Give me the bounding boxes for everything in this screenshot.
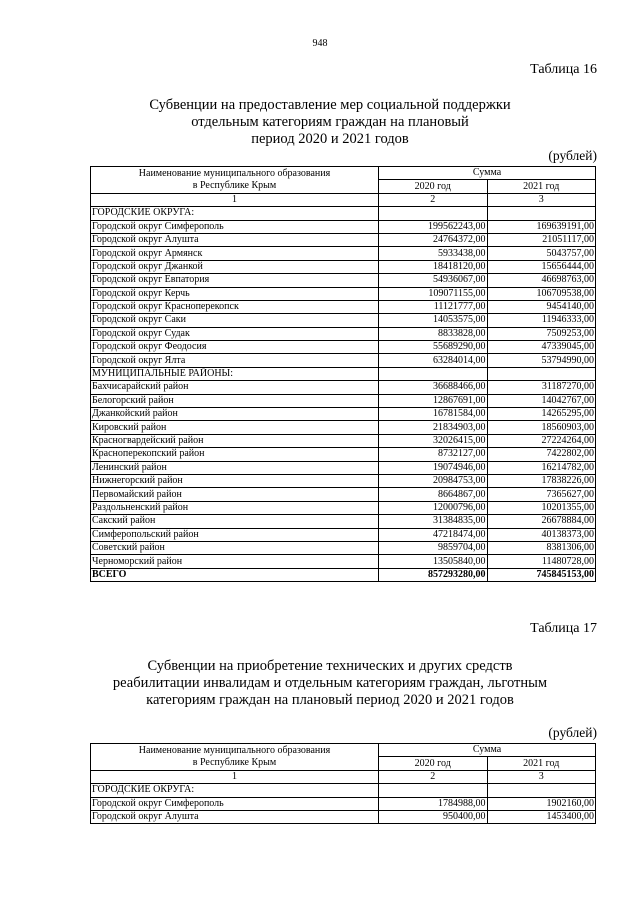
row-value-2020: 63284014,00 bbox=[379, 354, 488, 367]
total-2020: 857293280,00 bbox=[379, 568, 488, 581]
row-name: Нижнегорский район bbox=[91, 474, 379, 487]
row-value-2021: 17838226,00 bbox=[487, 474, 596, 487]
table-row bbox=[91, 207, 596, 220]
column-number-3: 3 bbox=[487, 193, 596, 206]
table-row bbox=[91, 488, 596, 501]
table-row bbox=[91, 381, 596, 394]
row-value-2021: 5043757,00 bbox=[487, 247, 596, 260]
table-row bbox=[91, 354, 596, 367]
column-number-3: 3 bbox=[487, 770, 596, 783]
column-header-name bbox=[91, 744, 379, 771]
row-name: Кировский район bbox=[91, 421, 379, 434]
row-name: Городской округ Красноперекопск bbox=[91, 300, 379, 313]
column-header-2021: 2021 год bbox=[487, 180, 596, 193]
row-value-2021: 7422802,00 bbox=[487, 448, 596, 461]
row-value-2020: 21834903,00 bbox=[379, 421, 488, 434]
table-row bbox=[91, 341, 596, 354]
row-name: Городской округ Симферополь bbox=[91, 797, 379, 810]
column-header-sum: Сумма bbox=[379, 744, 596, 757]
column-header-2020: 2020 год bbox=[379, 180, 488, 193]
column-number-1: 1 bbox=[91, 770, 379, 783]
table-row bbox=[91, 314, 596, 327]
total-row bbox=[91, 568, 596, 581]
row-value-2021: 9454140,00 bbox=[487, 300, 596, 313]
row-value-2020: 14053575,00 bbox=[379, 314, 488, 327]
page-number: 948 bbox=[312, 38, 328, 49]
row-name: Бахчисарайский район bbox=[91, 381, 379, 394]
table-row bbox=[91, 233, 596, 246]
row-value-2021 bbox=[487, 207, 596, 220]
row-value-2020 bbox=[379, 367, 488, 380]
table-row bbox=[91, 300, 596, 313]
row-name: Белогорский район bbox=[91, 394, 379, 407]
row-value-2020: 1784988,00 bbox=[379, 797, 488, 810]
column-header-sum: Сумма bbox=[379, 167, 596, 180]
row-name: Городской округ Евпатория bbox=[91, 274, 379, 287]
row-value-2020 bbox=[379, 207, 488, 220]
table-row bbox=[91, 528, 596, 541]
table-17-label: Таблица 17 bbox=[530, 621, 597, 636]
row-value-2020: 12000796,00 bbox=[379, 501, 488, 514]
table-row bbox=[91, 810, 596, 823]
row-value-2020: 13505840,00 bbox=[379, 555, 488, 568]
row-name: Симферопольский район bbox=[91, 528, 379, 541]
row-value-2020: 199562243,00 bbox=[379, 220, 488, 233]
row-name: Красноперекопский район bbox=[91, 448, 379, 461]
row-name: Городской округ Симферополь bbox=[91, 220, 379, 233]
row-value-2021: 14042767,00 bbox=[487, 394, 596, 407]
row-name: Сакский район bbox=[91, 515, 379, 528]
column-header-name-line1: Наименование муниципального образования bbox=[138, 744, 331, 756]
row-name: Городской округ Алушта bbox=[91, 233, 379, 246]
row-value-2020: 54936067,00 bbox=[379, 274, 488, 287]
row-name: Городской округ Феодосия bbox=[91, 341, 379, 354]
row-name: Городской округ Алушта bbox=[91, 810, 379, 823]
row-name: Ленинский район bbox=[91, 461, 379, 474]
table-row bbox=[91, 287, 596, 300]
row-value-2021: 26678884,00 bbox=[487, 515, 596, 528]
row-value-2021: 106709538,00 bbox=[487, 287, 596, 300]
column-header-2021: 2021 год bbox=[487, 757, 596, 770]
row-name: Первомайский район bbox=[91, 488, 379, 501]
row-value-2021: 15656444,00 bbox=[487, 260, 596, 273]
row-value-2020: 18418120,00 bbox=[379, 260, 488, 273]
table-16-label: Таблица 16 bbox=[530, 62, 597, 77]
table-row bbox=[91, 247, 596, 260]
column-number-2: 2 bbox=[379, 770, 488, 783]
column-header-name-line2: в Республике Крым bbox=[192, 756, 277, 768]
total-label: ВСЕГО bbox=[91, 568, 379, 581]
row-name: Городской округ Джанкой bbox=[91, 260, 379, 273]
row-value-2021: 53794990,00 bbox=[487, 354, 596, 367]
row-name: Раздольненский район bbox=[91, 501, 379, 514]
column-number-1: 1 bbox=[91, 193, 379, 206]
row-value-2021: 8381306,00 bbox=[487, 541, 596, 554]
row-value-2021: 31187270,00 bbox=[487, 381, 596, 394]
row-value-2020: 16781584,00 bbox=[379, 408, 488, 421]
table-row bbox=[91, 555, 596, 568]
title-line: период 2020 и 2021 годов bbox=[251, 131, 409, 147]
row-value-2020: 950400,00 bbox=[379, 810, 488, 823]
title-line: реабилитации инвалидам и отдельным категориям граждан, льготным bbox=[112, 675, 548, 691]
row-value-2020: 55689290,00 bbox=[379, 341, 488, 354]
row-value-2020: 8664867,00 bbox=[379, 488, 488, 501]
row-value-2020: 11121777,00 bbox=[379, 300, 488, 313]
table-17 bbox=[90, 743, 596, 824]
row-value-2020: 36688466,00 bbox=[379, 381, 488, 394]
row-value-2021: 169639191,00 bbox=[487, 220, 596, 233]
table-row bbox=[91, 367, 596, 380]
row-value-2020: 47218474,00 bbox=[379, 528, 488, 541]
row-name: МУНИЦИПАЛЬНЫЕ РАЙОНЫ: bbox=[91, 367, 379, 380]
column-header-name bbox=[91, 167, 379, 194]
table-row bbox=[91, 327, 596, 340]
row-value-2021: 7365627,00 bbox=[487, 488, 596, 501]
table-row bbox=[91, 797, 596, 810]
row-name: Городской округ Судак bbox=[91, 327, 379, 340]
row-name: Черноморский район bbox=[91, 555, 379, 568]
column-number-2: 2 bbox=[379, 193, 488, 206]
title-line: Субвенции на приобретение технических и других средств bbox=[147, 658, 513, 674]
column-header-name-line2: в Республике Крым bbox=[192, 179, 277, 191]
total-2021: 745845153,00 bbox=[487, 568, 596, 581]
row-name: Джанкойский район bbox=[91, 408, 379, 421]
row-value-2021: 16214782,00 bbox=[487, 461, 596, 474]
table-row bbox=[91, 541, 596, 554]
table-row bbox=[91, 220, 596, 233]
row-value-2021: 46698763,00 bbox=[487, 274, 596, 287]
row-value-2021: 10201355,00 bbox=[487, 501, 596, 514]
row-name: Городской округ Армянск bbox=[91, 247, 379, 260]
table-row bbox=[91, 448, 596, 461]
row-name: ГОРОДСКИЕ ОКРУГА: bbox=[91, 784, 379, 797]
row-name: Советский район bbox=[91, 541, 379, 554]
row-value-2021: 47339045,00 bbox=[487, 341, 596, 354]
table-17-title bbox=[60, 658, 600, 709]
title-line: Субвенции на предоставление мер социальной поддержки bbox=[149, 97, 511, 113]
table-16-units: (рублей) bbox=[548, 148, 597, 163]
row-name: ГОРОДСКИЕ ОКРУГА: bbox=[91, 207, 379, 220]
row-name: Городской округ Ялта bbox=[91, 354, 379, 367]
row-name: Городской округ Саки bbox=[91, 314, 379, 327]
table-row bbox=[91, 394, 596, 407]
table-row bbox=[91, 461, 596, 474]
row-value-2020: 31384835,00 bbox=[379, 515, 488, 528]
table-17-body bbox=[91, 784, 596, 824]
row-value-2020: 12867691,00 bbox=[379, 394, 488, 407]
row-value-2021: 40138373,00 bbox=[487, 528, 596, 541]
table-row bbox=[91, 260, 596, 273]
row-name: Красногвардейский район bbox=[91, 434, 379, 447]
row-value-2020: 32026415,00 bbox=[379, 434, 488, 447]
column-header-2020: 2020 год bbox=[379, 757, 488, 770]
table-row bbox=[91, 434, 596, 447]
row-value-2020: 20984753,00 bbox=[379, 474, 488, 487]
title-line: отдельным категориям граждан на плановый bbox=[191, 114, 469, 130]
row-value-2021 bbox=[487, 367, 596, 380]
row-value-2021: 14265295,00 bbox=[487, 408, 596, 421]
table-16-body bbox=[91, 207, 596, 569]
column-header-name-line1: Наименование муниципального образования bbox=[138, 167, 331, 179]
row-value-2021: 11946333,00 bbox=[487, 314, 596, 327]
row-value-2021: 1902160,00 bbox=[487, 797, 596, 810]
row-value-2021: 27224264,00 bbox=[487, 434, 596, 447]
table-row bbox=[91, 408, 596, 421]
row-value-2020: 8833828,00 bbox=[379, 327, 488, 340]
row-value-2020: 5933438,00 bbox=[379, 247, 488, 260]
table-row bbox=[91, 274, 596, 287]
table-row bbox=[91, 784, 596, 797]
row-value-2020: 24764372,00 bbox=[379, 233, 488, 246]
row-name: Городской округ Керчь bbox=[91, 287, 379, 300]
row-value-2020 bbox=[379, 784, 488, 797]
row-value-2021: 7509253,00 bbox=[487, 327, 596, 340]
title-line: категориям граждан на плановый период 2020 и 2021 годов bbox=[146, 692, 514, 708]
row-value-2020: 19074946,00 bbox=[379, 461, 488, 474]
table-row bbox=[91, 421, 596, 434]
row-value-2021: 21051117,00 bbox=[487, 233, 596, 246]
row-value-2021 bbox=[487, 784, 596, 797]
table-16-title bbox=[60, 97, 600, 148]
table-row bbox=[91, 474, 596, 487]
table-row bbox=[91, 501, 596, 514]
table-17-units: (рублей) bbox=[548, 725, 597, 740]
row-value-2021: 18560903,00 bbox=[487, 421, 596, 434]
table-row bbox=[91, 515, 596, 528]
row-value-2020: 9859704,00 bbox=[379, 541, 488, 554]
row-value-2021: 1453400,00 bbox=[487, 810, 596, 823]
row-value-2021: 11480728,00 bbox=[487, 555, 596, 568]
row-value-2020: 8732127,00 bbox=[379, 448, 488, 461]
table-16 bbox=[90, 166, 596, 582]
row-value-2020: 109071155,00 bbox=[379, 287, 488, 300]
